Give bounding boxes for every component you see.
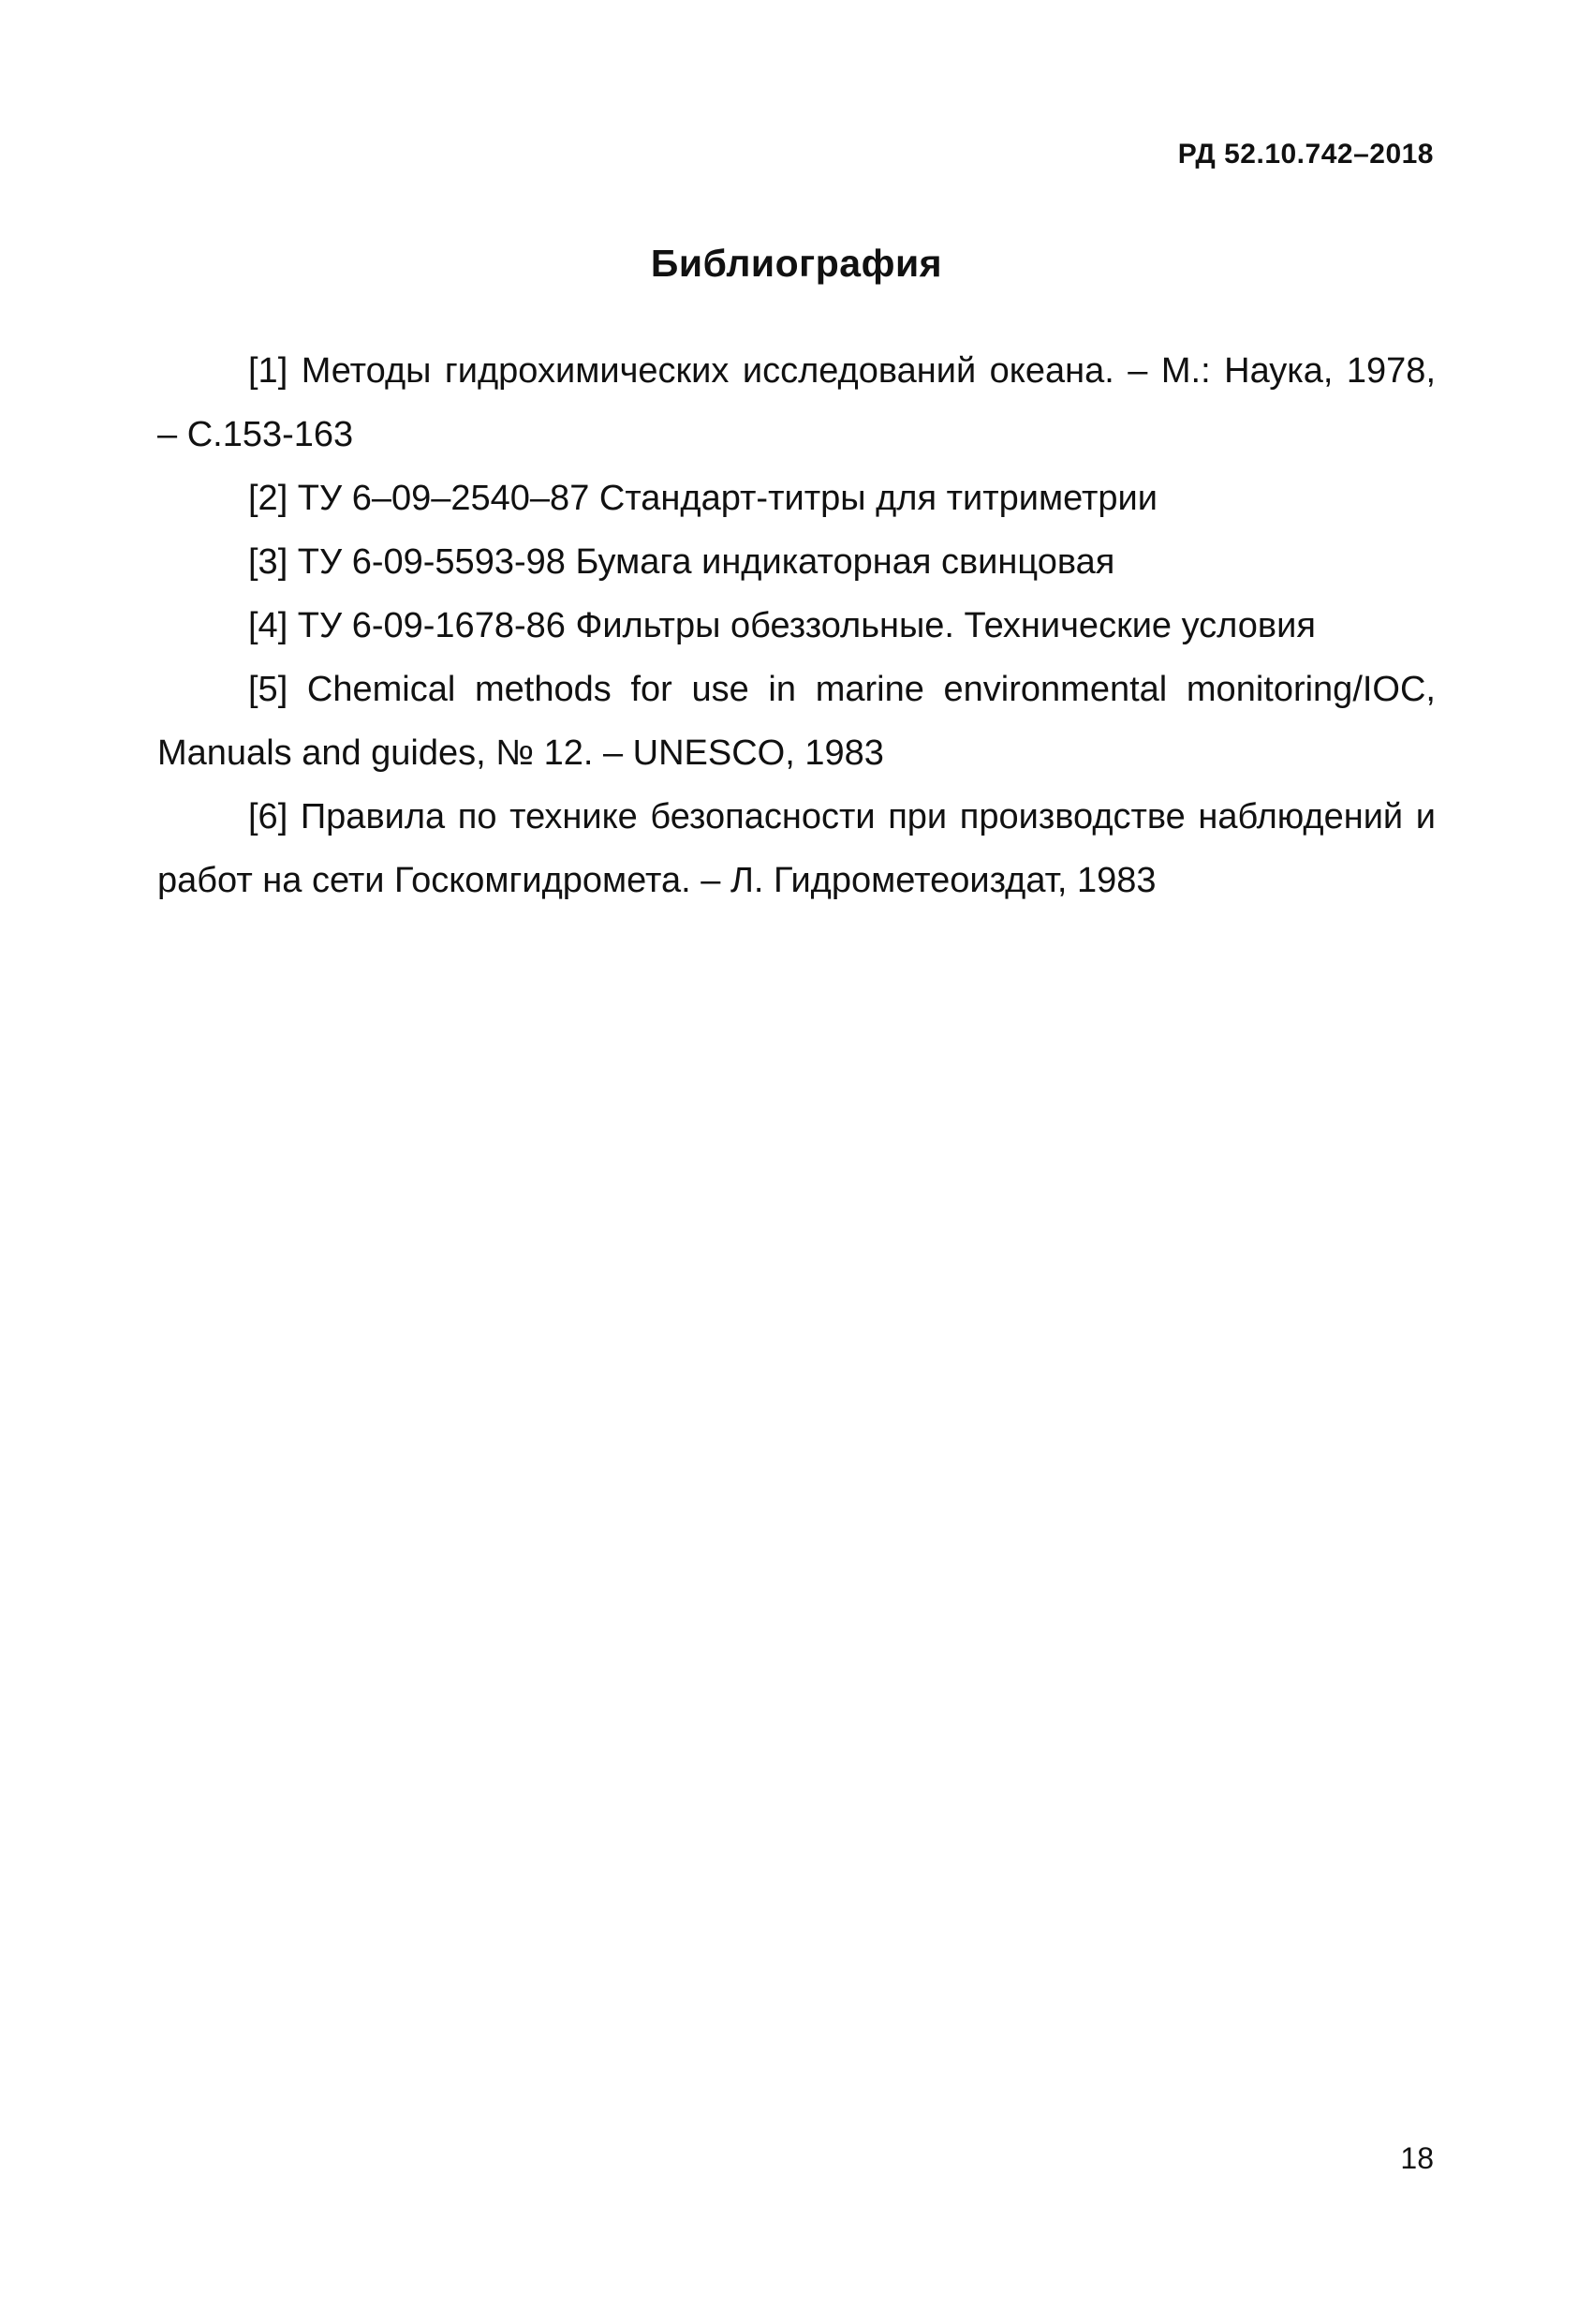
reference-item-6: [6] Правила по технике безопасности при производстве наблюдений и работ на сети Госкомгидромета. – Л. Гидрометеоиздат, 1983 xyxy=(157,797,1436,900)
reference-item-4: [4] ТУ 6-09-1678-86 Фильтры обеззольные. Технические условия xyxy=(248,606,1316,645)
document-code: РД 52.10.742–2018 xyxy=(1177,139,1434,170)
reference-list xyxy=(157,339,1436,912)
reference-item-3: [3] ТУ 6-09-5593-98 Бумага индикаторная свинцовая xyxy=(248,542,1115,582)
page-title: Библиография xyxy=(650,242,943,285)
reference-item-1: [1] Методы гидрохимических исследований океана. – М.: Наука, 1978, – С.153-163 xyxy=(157,351,1436,454)
reference-item-2: [2] ТУ 6–09–2540–87 Стандарт-титры для титриметрии xyxy=(248,479,1158,518)
page-number: 18 xyxy=(1400,2141,1434,2175)
reference-item-5: [5] Chemical methods for use in marine environmental monitoring/IOC, Manuals and guides, № 12. – UNESCO, 1983 xyxy=(157,670,1436,773)
